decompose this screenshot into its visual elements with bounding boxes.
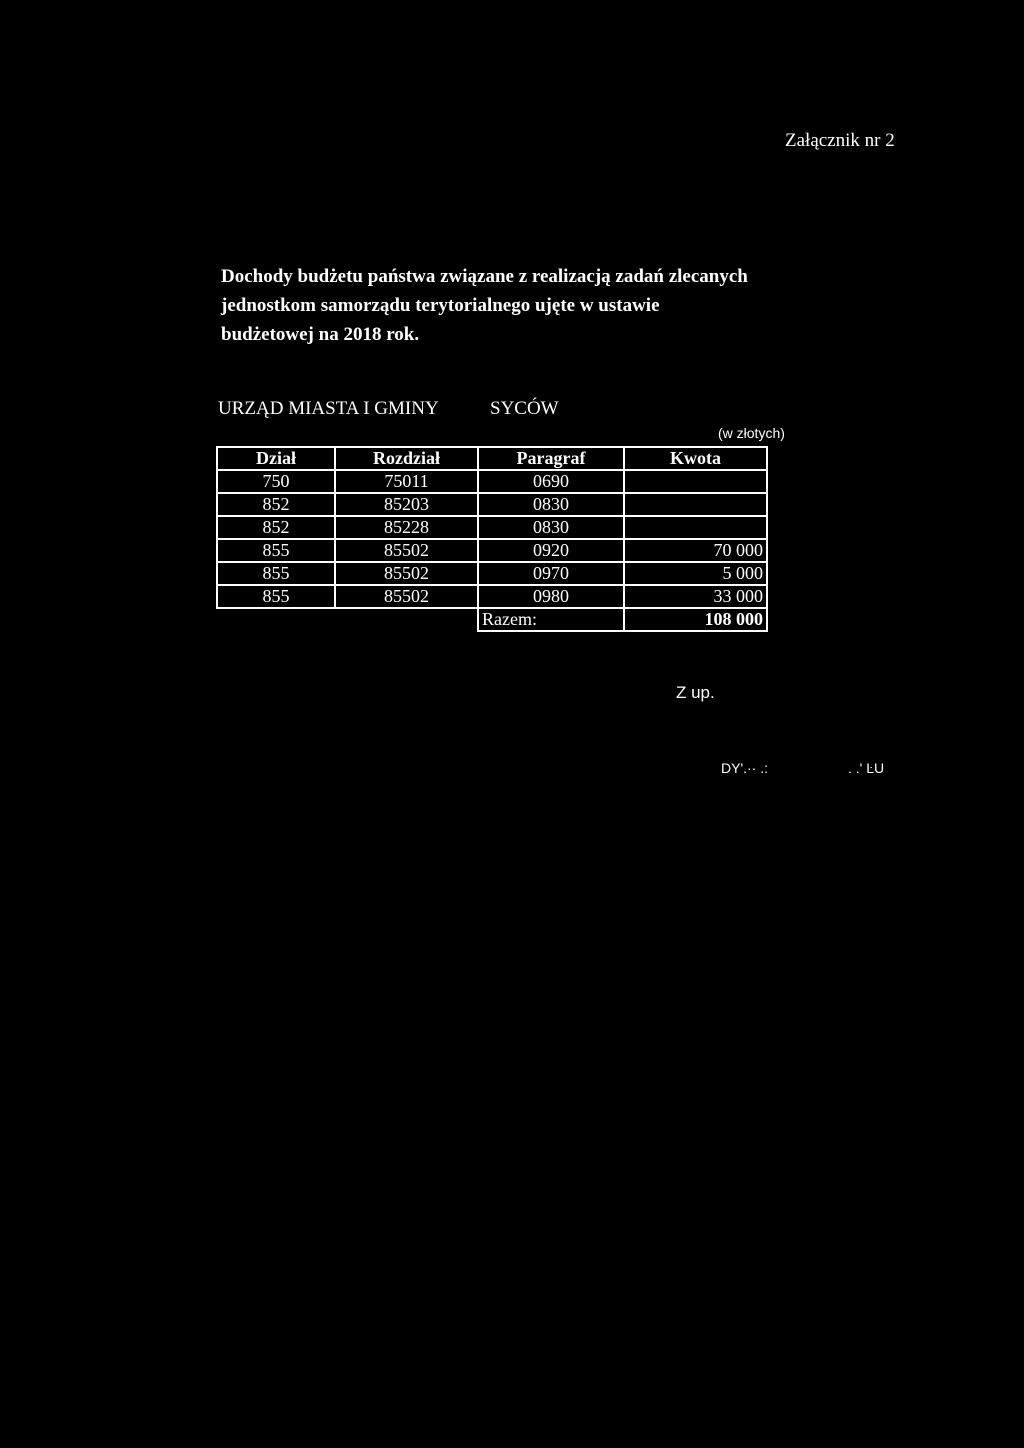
cell-paragraf: 0690	[478, 470, 624, 493]
table-header-row	[217, 447, 767, 470]
office-town: SYCÓW	[490, 398, 559, 419]
table-row	[217, 516, 767, 539]
cell-dzial: 855	[217, 539, 335, 562]
cell-paragraf: 0830	[478, 516, 624, 539]
stamp-text-left: DY'.·· .:	[721, 760, 769, 776]
cell-paragraf: 0830	[478, 493, 624, 516]
annex-label: Załącznik nr 2	[785, 130, 895, 151]
table-row	[217, 539, 767, 562]
blank-cell	[217, 608, 335, 631]
title-line-1: Dochody budżetu państwa związane z realizacją zadań zlecanych	[221, 266, 748, 287]
title-line-3: budżetowej na 2018 rok.	[221, 324, 420, 345]
office-heading	[218, 398, 559, 420]
header-paragraf: Paragraf	[478, 447, 624, 470]
signature-zup: Z up.	[676, 683, 715, 702]
table-row	[217, 493, 767, 516]
cell-rozdzial: 85502	[335, 562, 478, 585]
cell-dzial: 852	[217, 516, 335, 539]
unit-note: (w złotych)	[718, 425, 785, 441]
cell-paragraf: 0970	[478, 562, 624, 585]
total-label: Razem:	[478, 608, 624, 631]
table-row	[217, 585, 767, 608]
title-line-2: jednostkom samorządu terytorialnego ujęte w ustawie	[221, 295, 660, 316]
cell-rozdzial: 75011	[335, 470, 478, 493]
cell-kwota	[624, 470, 767, 493]
cell-rozdzial: 85502	[335, 585, 478, 608]
cell-rozdzial: 85203	[335, 493, 478, 516]
cell-paragraf: 0980	[478, 585, 624, 608]
cell-kwota: 33 000	[624, 585, 767, 608]
office-name: URZĄD MIASTA I GMINY	[218, 398, 439, 419]
cell-dzial: 750	[217, 470, 335, 493]
cell-rozdzial: 85502	[335, 539, 478, 562]
cell-kwota	[624, 493, 767, 516]
cell-kwota: 5 000	[624, 562, 767, 585]
total-value: 108 000	[624, 608, 767, 631]
stamp-text-right: . .' ĿU	[848, 760, 885, 776]
total-row	[217, 608, 767, 631]
cell-paragraf: 0920	[478, 539, 624, 562]
header-kwota: Kwota	[624, 447, 767, 470]
document-title	[221, 262, 821, 349]
cell-dzial: 855	[217, 562, 335, 585]
cell-rozdzial: 85228	[335, 516, 478, 539]
cell-dzial: 855	[217, 585, 335, 608]
table-row	[217, 470, 767, 493]
header-dzial: Dział	[217, 447, 335, 470]
cell-dzial: 852	[217, 493, 335, 516]
budget-table	[216, 446, 768, 632]
cell-kwota	[624, 516, 767, 539]
cell-kwota: 70 000	[624, 539, 767, 562]
blank-cell	[335, 608, 478, 631]
header-rozdzial: Rozdział	[335, 447, 478, 470]
table-row	[217, 562, 767, 585]
